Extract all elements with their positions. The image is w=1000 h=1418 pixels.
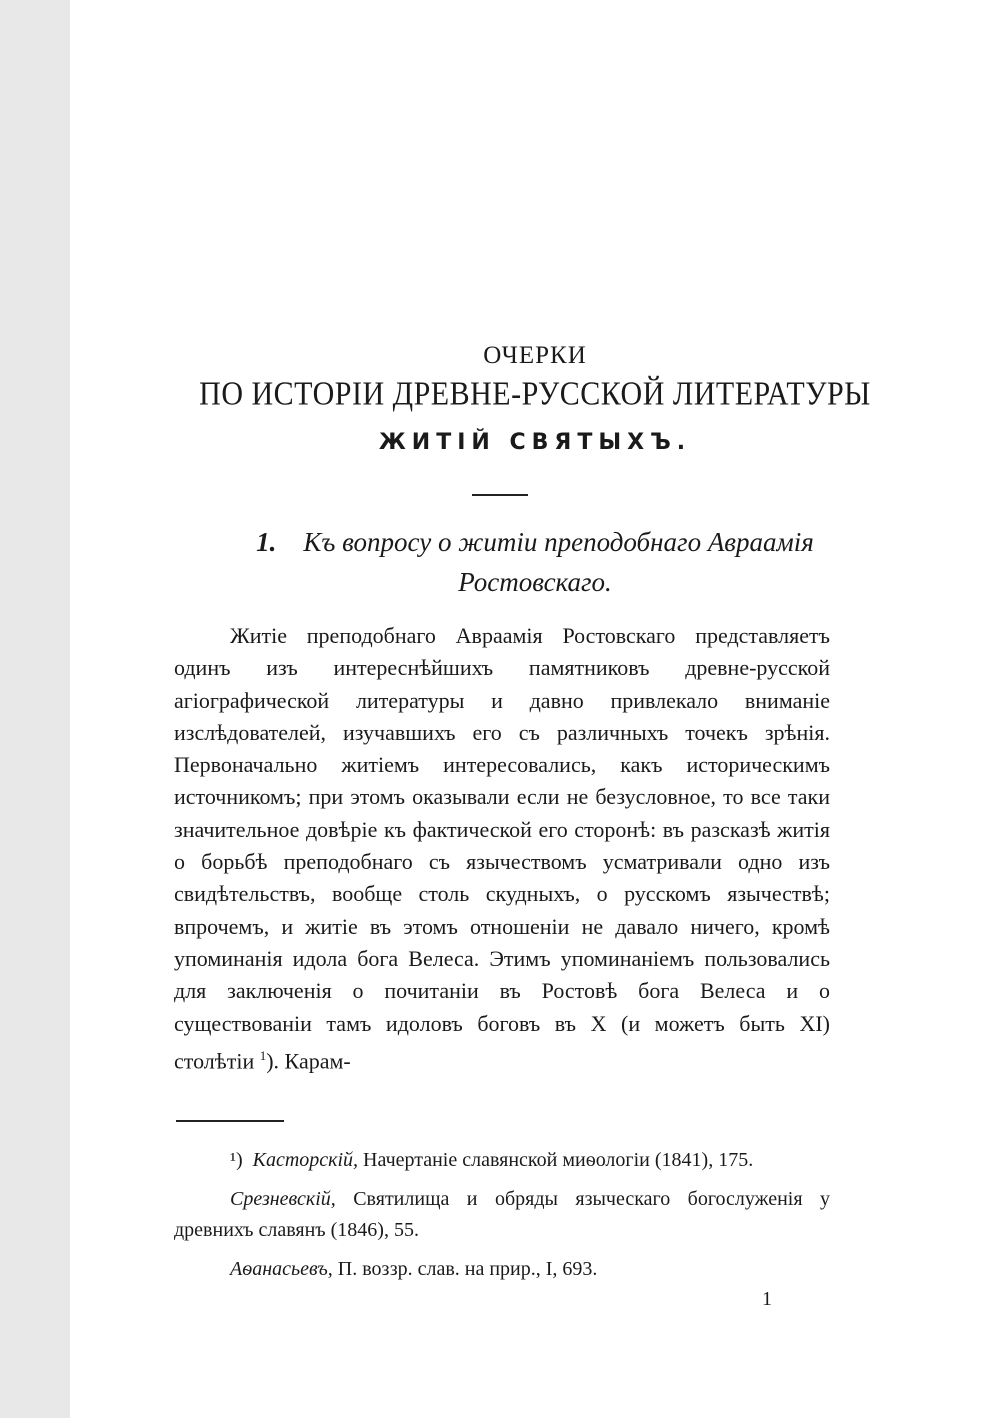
footnote-3 [174,1254,830,1285]
title-line-3: ЖИТІЙ СВЯТЫХЪ. [378,430,692,455]
footnote-1 [174,1145,830,1176]
footnote-text: Святилища и обряды языческаго богослуженія у древнихъ славянъ (1846), 55. [174,1188,830,1241]
footnote-author: Срезневскій, [230,1188,336,1210]
section-heading-line-1: Къ вопросу о житіи преподобнаго Авраамія [303,527,814,557]
title-line-1: ОЧЕРКИ [483,342,587,369]
title-line-2: ПО ИСТОРІИ ДРЕВНЕ-РУССКОЙ ЛИТЕРАТУРЫ [199,375,871,413]
title-divider [472,494,528,496]
body-paragraph [174,620,830,1077]
page-number: 1 [762,1288,772,1310]
footnote-text: П. воззр. слав. на прир., I, 693. [337,1258,598,1280]
body-text: Житіе преподобнаго Авраамія Ростовскаго представляетъ одинъ изъ интереснѣйшихъ памятниковъ древне-русской агіографической литературы и давно привлекало вниманіе изслѣдователей, изучавшихъ его съ различныхъ точекъ зрѣнія. Первоначально житіемъ интересовались, какъ историческимъ источникомъ; при этомъ оказывали если не безусловное, то все таки значительное довѣріе къ фактической его сторонѣ: въ разсказѣ житія о борьбѣ преподобнаго съ язычествомъ усматривали одно изъ свидѣтельствъ, вообще столь скудныхъ, о русскомъ язычествѣ; впрочемъ, и житіе въ этомъ отношеніи не давало ничего, кромѣ упоминанія идола бога Велеса. Этимъ упоминаніемъ пользовались для заключенія о почитаніи въ Ростовѣ бога Велеса и о существованіи тамъ идоловъ боговъ въ X (и можетъ быть XI) столѣтіи [174,623,830,1074]
section-number: 1. [256,527,277,557]
book-page [70,0,1000,1418]
footnote-reference[interactable]: 1 [259,1047,267,1063]
footnote-author: Аѳанасьевъ, [230,1258,333,1280]
footnote-divider [176,1120,284,1122]
body-tail: ). Карам- [266,1048,351,1074]
section-heading [200,522,870,602]
footnote-2 [174,1184,830,1246]
footnote-marker: ¹) [230,1149,243,1171]
section-heading-line-2: Ростовскаго. [458,567,612,597]
footnote-text: Начертаніе славянской миѳологіи (1841), 175. [363,1149,754,1171]
title-block [70,342,1000,464]
footnote-author: Касторскій, [252,1149,359,1171]
footnotes [174,1145,830,1293]
